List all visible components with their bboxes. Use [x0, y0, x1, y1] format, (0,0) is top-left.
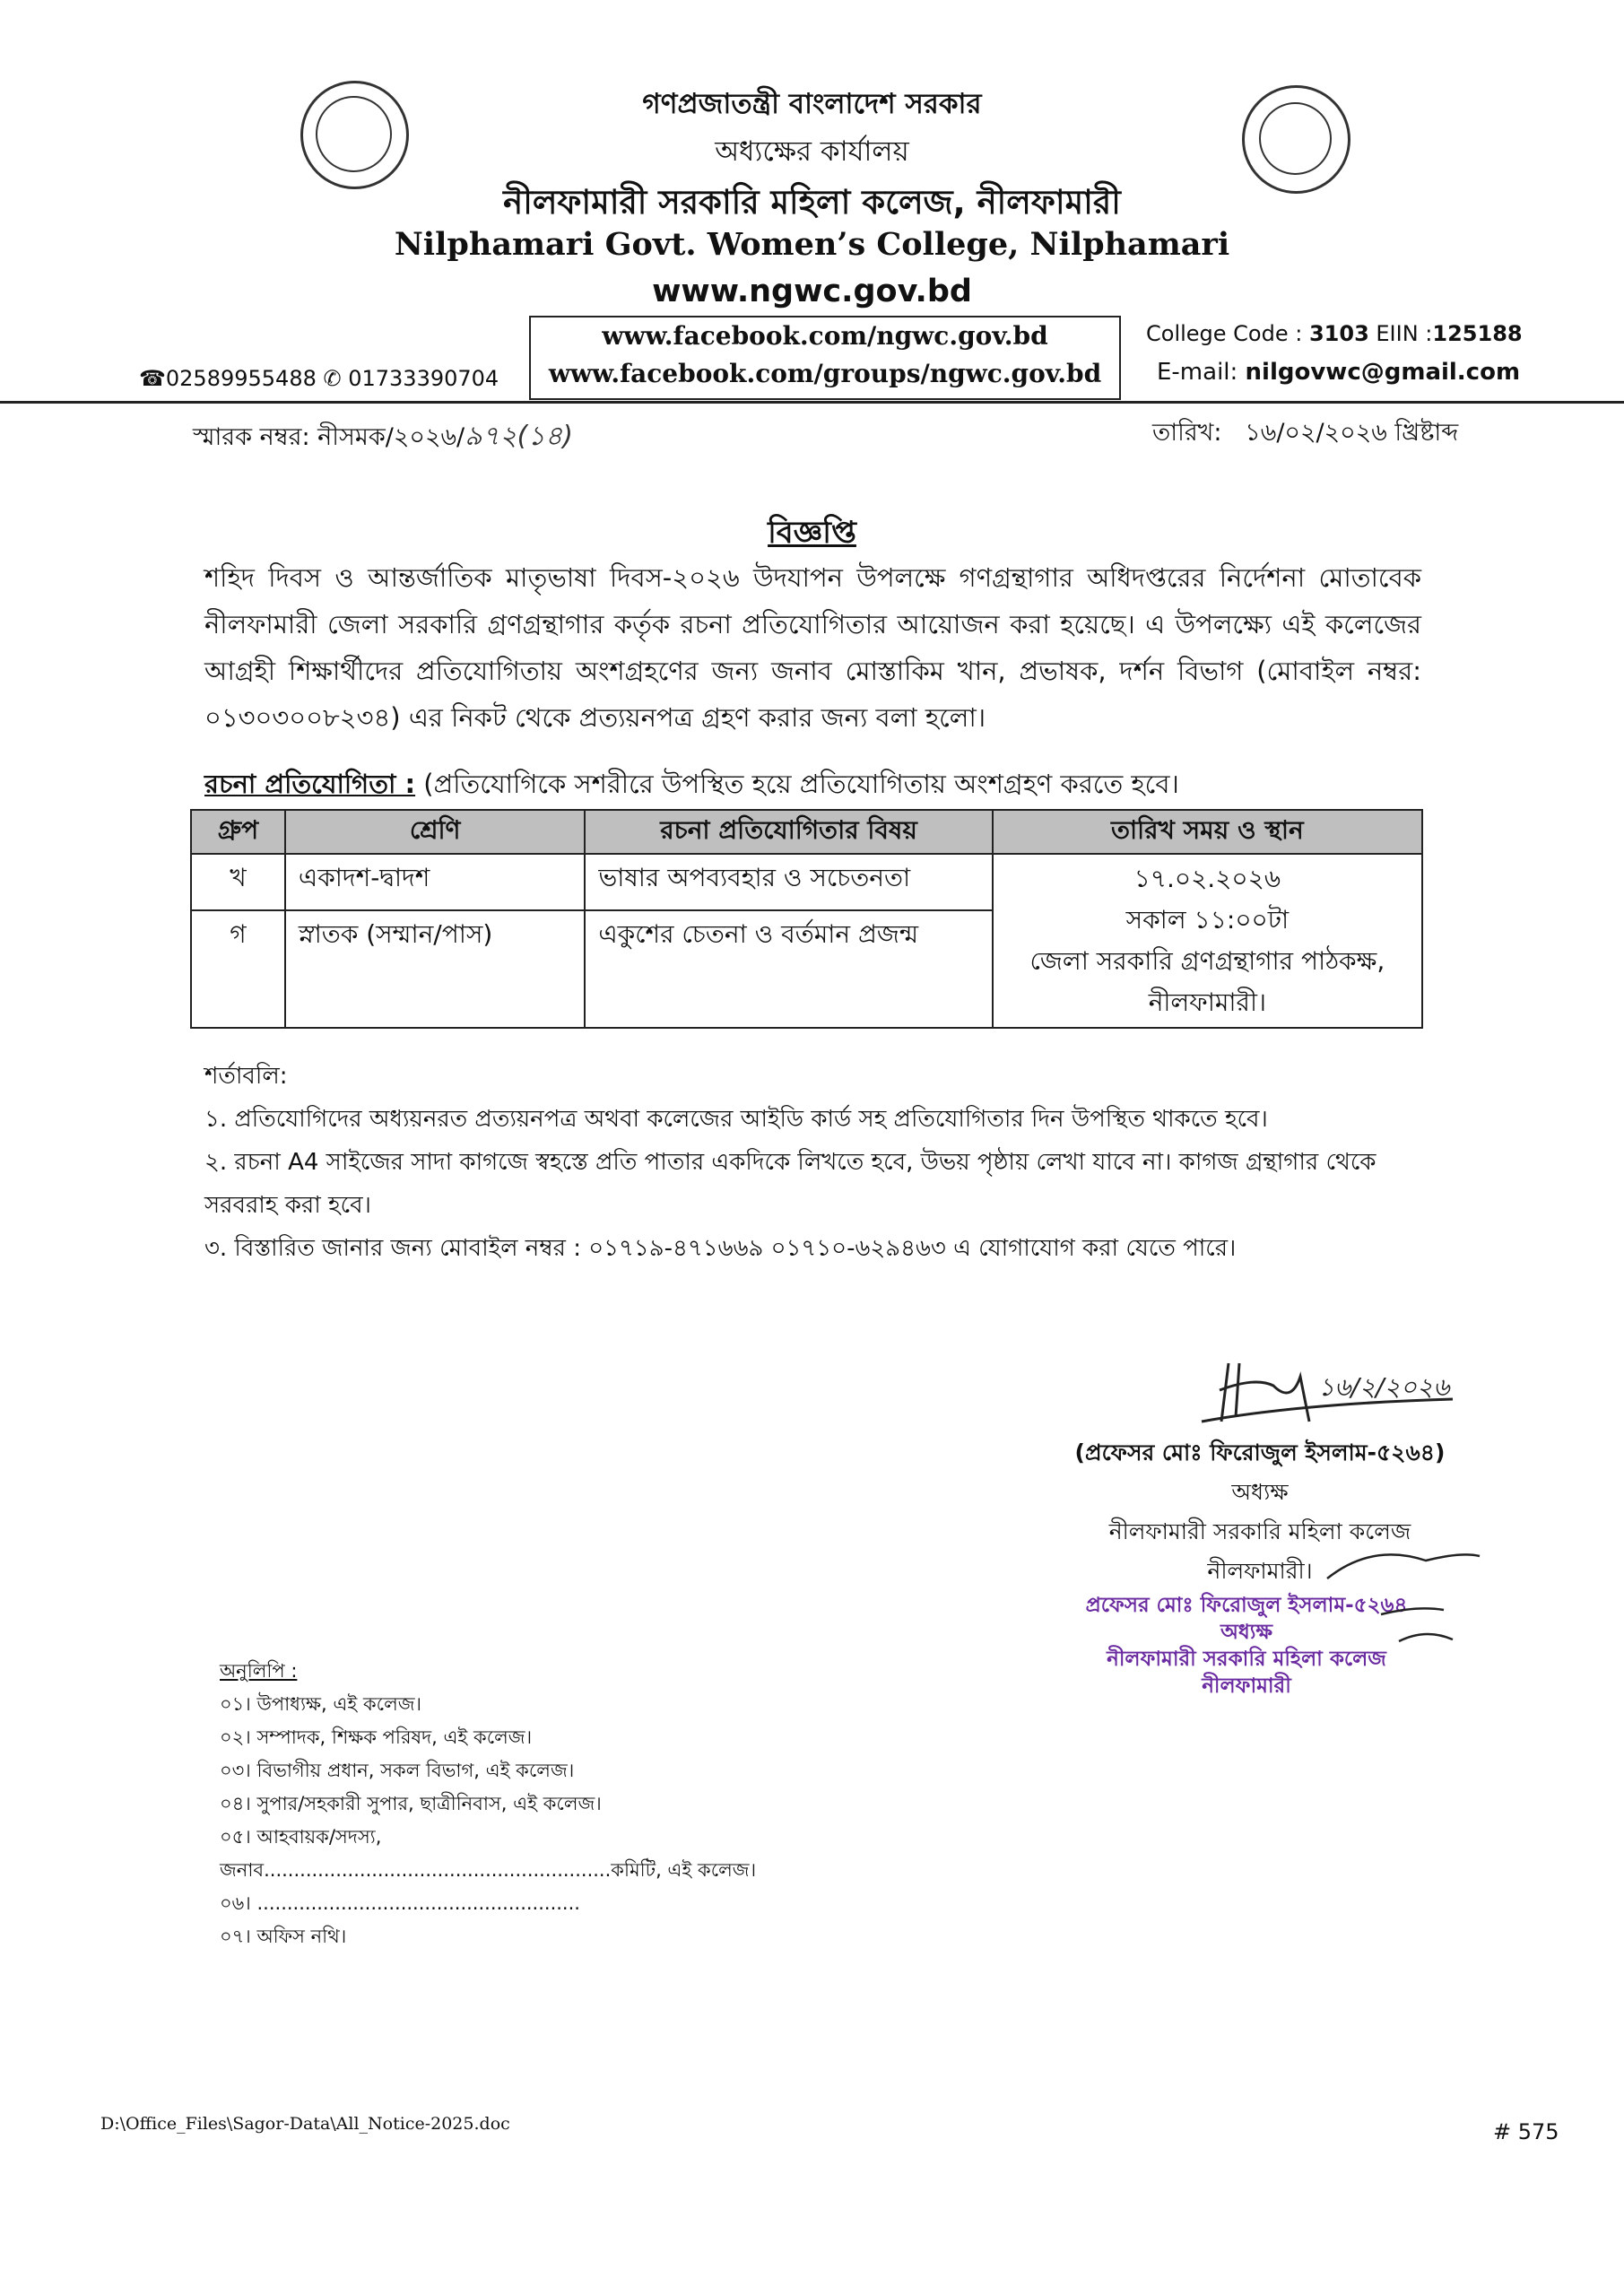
condition-item: ১. প্রতিযোগিদের অধ্যয়নরত প্রত্যয়নপত্র অথবা কলেজের আইডি কার্ড সহ প্রতিযোগিতার দিন উপস্থিত থাকতে হবে। — [204, 1106, 1268, 1133]
signature-date: ১৬/২/২০২৬ — [1318, 1372, 1450, 1402]
list-item: ০২। সম্পাদক, শিক্ষক পরিষদ, এই কলেজ। — [220, 1726, 533, 1748]
college-name-en: Nilphamari Govt. Women’s College, Nilphamari — [394, 226, 1230, 263]
list-item: ০৩। বিভাগীয় প্রধান, সকল বিভাগ, এই কলেজ। — [220, 1760, 575, 1781]
signatory-designation: অধ্যক্ষ — [1231, 1479, 1289, 1505]
list-item: ০৪। সুপার/সহকারী সুপার, ছাত্রীনিবাস, এই কলেজ। — [220, 1793, 602, 1814]
condition-item: সরবরাহ করা হবে। — [204, 1192, 371, 1219]
college-code: 3103 — [1308, 321, 1369, 346]
signatory-name: (প্রফেসর মোঃ ফিরোজুল ইসলাম-৫২৬৪) — [1074, 1439, 1446, 1465]
header-divider — [0, 401, 1624, 404]
group-cell: খ — [191, 854, 285, 910]
schedule-venue: জেলা সরকারি গ্রণগ্রন্থাগার পাঠকক্ষ, — [1029, 946, 1385, 976]
signatory-org: নীলফামারী সরকারি মহিলা কলেজ — [1108, 1518, 1411, 1544]
college-name-bn: নীলফামারী সরকারি মহিলা কলেজ, নীলফামারী — [503, 183, 1121, 222]
table-header: গ্রুপ — [191, 810, 285, 854]
competition-table — [190, 809, 1423, 1029]
eiin-code: 125188 — [1432, 321, 1523, 346]
list-item: ০১। উপাধ্যক্ষ, এই কলেজ। — [220, 1693, 422, 1715]
schedule-time: সকাল ১১:০০টা — [1125, 905, 1290, 935]
competition-label-line: রচনা প্রতিযোগিতা : (প্রতিযোগিকে সশরীরে উপস্থিত হয়ে প্রতিযোগিতায় অংশগ্রহণ করতে হবে। — [204, 769, 1179, 799]
class-cell: স্নাতক (সম্মান/পাস) — [285, 910, 585, 1028]
office-name: অধ্যক্ষের কার্যালয় — [715, 135, 909, 168]
schedule-cell — [993, 854, 1422, 1028]
phone-numbers: ☎02589955488 ✆ 01733390704 — [139, 366, 499, 391]
table-row — [191, 854, 1422, 910]
list-item: জনাব..........................................................কমিটি, এই কলেজ। — [220, 1859, 757, 1881]
class-cell: একাদশ-দ্বাদশ — [285, 854, 585, 910]
file-path: D:\Office_Files\Sagor-Data\All_Notice-2025.doc — [100, 2114, 510, 2134]
signatory-place: নীলফামারী। — [1207, 1558, 1313, 1584]
memo-date: তারিখ: ১৬/০২/২০২৬ খ্রিষ্টাব্দ — [1152, 419, 1459, 447]
copy-list — [220, 1655, 756, 1953]
notice-title: বিজ্ঞপ্তি — [768, 515, 856, 551]
page-number: # 575 — [1493, 2119, 1559, 2144]
email-line: E-mail: nilgovwc@gmail.com — [1157, 359, 1521, 386]
conditions-section — [204, 1055, 1442, 1270]
list-item: ০৭। অফিস নথি। — [220, 1926, 347, 1947]
table-header: তারিখ সময় ও স্থান — [993, 810, 1422, 854]
notice-body: শহিদ দিবস ও আন্তর্জাতিক মাতৃভাষা দিবস-২০২৬ উদযাপন উপলক্ষে গণগ্রন্থাগার অধিদপ্তরের নির্দেশনা মোতাবেক নীলফামারী জেলা সরকারি গ্রণগ্রন্থাগার কর্তৃক রচনা প্রতিযোগিতার আয়োজন করা হয়েছে। এ উপলক্ষ্যে এই কলেজের আগ্রহী শিক্ষার্থীদের প্রতিযোগিতায় অংশগ্রহণের জন্য জনাব মোস্তাকিম খান, প্রভাষক, দর্শন বিভাগ (মোবাইল নম্বর: ০১৩০৩০০৮২৩৪) এর নিকট থেকে প্রত্যয়নপত্র গ্রহণ করার জন্য বলা হলো। — [204, 562, 1421, 733]
conditions-heading: শর্তাবলি: — [204, 1063, 288, 1090]
website-link[interactable]: www.ngwc.gov.bd — [652, 274, 972, 309]
official-stamp: প্রফেসর মোঃ ফিরোজুল ইসলাম-৫২৬৪ অধ্যক্ষ নীলফামারী সরকারি মহিলা কলেজ নীলফামারী — [1085, 1594, 1408, 1698]
topic-cell: ভাষার অপব্যবহার ও সচেতনতা — [585, 854, 992, 910]
schedule-date: ১৭.০২.২০২৬ — [1133, 864, 1281, 893]
college-code-line: College Code : 3103 EIIN :125188 — [1146, 321, 1523, 346]
table-header-row — [191, 810, 1422, 854]
list-item: ০৬। ...................................................... — [220, 1892, 580, 1914]
table-header: রচনা প্রতিযোগিতার বিষয় — [585, 810, 992, 854]
facebook-group-link[interactable]: www.facebook.com/groups/ngwc.gov.bd — [548, 359, 1102, 388]
condition-item: ২. রচনা A4 সাইজের সাদা কাগজে স্বহস্তে প্রতি পাতার একদিকে লিখতে হবে, উভয় পৃষ্ঠায় লেখা যাবে না। কাগজ গ্রন্থাগার থেকে — [204, 1149, 1376, 1176]
group-cell: গ — [191, 910, 285, 1028]
facebook-page-link[interactable]: www.facebook.com/ngwc.gov.bd — [602, 321, 1048, 351]
memo-ref-handwritten: ৯৭২(১৪) — [465, 421, 573, 452]
list-item: ০৫। আহবায়ক/সদস্য, — [220, 1826, 382, 1848]
topic-cell: একুশের চেতনা ও বর্তমান প্রজন্ম — [585, 910, 992, 1028]
initial-scribble-icon — [1318, 1534, 1498, 1668]
copy-heading: অনুলিপি : — [220, 1660, 298, 1682]
memo-reference: স্মারক নম্বর: নীসমক/২০২৬/৯৭২(১৪) — [193, 421, 573, 452]
email-address[interactable]: nilgovwc@gmail.com — [1245, 359, 1521, 386]
table-header: শ্রেণি — [285, 810, 585, 854]
govt-name: গণপ্রজাতন্ত্রী বাংলাদেশ সরকার — [642, 88, 982, 120]
schedule-venue-district: নীলফামারী। — [1148, 987, 1266, 1017]
facebook-links-box — [529, 316, 1121, 400]
condition-item: ৩. বিস্তারিত জানার জন্য মোবাইল নম্বর : ০১৭১৯-৪৭১৬৬৯ ০১৭১০-৬২৯৪৬৩ এ যোগাযোগ করা যেতে পারে। — [204, 1235, 1237, 1262]
